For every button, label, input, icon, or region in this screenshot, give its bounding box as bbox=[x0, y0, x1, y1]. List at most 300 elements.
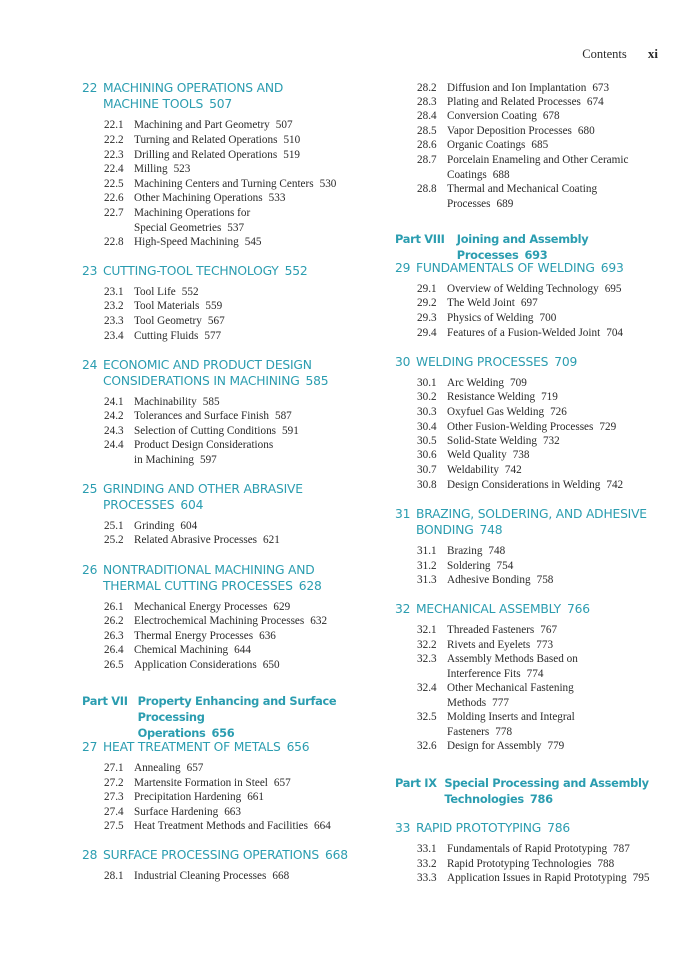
toc-section-entry bbox=[395, 296, 538, 311]
section-number: 25.2 bbox=[104, 534, 124, 546]
page-folio: xi bbox=[647, 46, 658, 61]
page-number: 787 bbox=[613, 843, 630, 855]
running-head bbox=[582, 46, 658, 62]
page-number: 585 bbox=[202, 396, 220, 408]
section-title: Tool Life 552 bbox=[134, 286, 199, 298]
toc-section-entry bbox=[82, 629, 276, 644]
section-number: 26.2 bbox=[104, 615, 124, 627]
section-title: Thermal and Mechanical Coating Processes 689 bbox=[447, 183, 598, 210]
page-number: 673 bbox=[592, 82, 610, 94]
section-number: 23.3 bbox=[104, 315, 124, 327]
section-title: Tool Geometry 567 bbox=[134, 315, 225, 327]
chapter-number: 25 bbox=[82, 482, 98, 496]
section-title: Drilling and Related Operations 519 bbox=[134, 149, 301, 161]
section-title: Design Considerations in Welding 742 bbox=[447, 479, 624, 491]
section-number: 22.1 bbox=[104, 119, 124, 131]
chapter-number: 33 bbox=[395, 821, 411, 835]
section-title: Rapid Prototyping Technologies 788 bbox=[447, 858, 615, 870]
page-number: 644 bbox=[234, 644, 251, 656]
toc-section-entry bbox=[395, 623, 557, 638]
chapter-title: MECHANICAL ASSEMBLY 766 bbox=[416, 602, 590, 616]
page-number: 754 bbox=[496, 560, 514, 572]
section-title: Precipitation Hardening 661 bbox=[134, 791, 264, 803]
section-number: 29.4 bbox=[417, 327, 437, 339]
section-title: Other Mechanical Fastening Methods 777 bbox=[447, 682, 574, 709]
section-number: 32.3 bbox=[417, 653, 437, 665]
section-title: Soldering 754 bbox=[447, 560, 514, 572]
toc-chapter-entry bbox=[82, 847, 348, 863]
section-title: Application Issues in Rapid Prototyping 795 bbox=[447, 872, 650, 884]
toc-section-entry bbox=[395, 478, 623, 493]
toc-section-entry bbox=[82, 600, 290, 615]
page-number: 507 bbox=[209, 97, 232, 111]
page-number: 668 bbox=[325, 848, 348, 862]
toc-chapter-entry bbox=[395, 820, 570, 836]
section-title: Tolerances and Surface Finish 587 bbox=[134, 410, 292, 422]
section-number: 30.7 bbox=[417, 464, 437, 476]
section-number: 28.6 bbox=[417, 139, 437, 151]
page-number: 597 bbox=[199, 453, 217, 466]
section-number: 28.4 bbox=[417, 110, 437, 122]
section-number: 26.5 bbox=[104, 659, 124, 671]
section-title: Arc Welding 709 bbox=[447, 377, 527, 389]
toc-section-entry bbox=[82, 761, 203, 776]
toc-section-entry bbox=[82, 790, 264, 805]
page-number: 587 bbox=[274, 410, 292, 422]
toc-section-entry bbox=[395, 434, 560, 449]
page-number: 552 bbox=[181, 286, 199, 298]
toc-chapter-entry bbox=[395, 354, 577, 370]
page-number: 628 bbox=[298, 579, 322, 593]
page-number: 636 bbox=[259, 630, 276, 642]
section-number: 31.2 bbox=[417, 560, 437, 572]
section-number: 22.5 bbox=[104, 178, 124, 190]
page-number: 519 bbox=[283, 149, 301, 161]
section-title: Electrochemical Machining Processes 632 bbox=[134, 615, 328, 627]
page-number: 742 bbox=[504, 464, 522, 476]
section-title: Milling 523 bbox=[134, 163, 191, 175]
toc-part-entry bbox=[395, 231, 665, 263]
section-number: 22.7 bbox=[104, 207, 124, 219]
section-number: 24.1 bbox=[104, 396, 124, 408]
section-title: Molding Inserts and Integral Fasteners 778 bbox=[447, 711, 575, 738]
page-number: 678 bbox=[542, 110, 560, 122]
section-number: 22.4 bbox=[104, 163, 124, 175]
section-title: Mechanical Energy Processes 629 bbox=[134, 601, 291, 613]
page-number: 693 bbox=[600, 261, 624, 275]
toc-section-entry bbox=[395, 559, 513, 574]
section-title: Oxyfuel Gas Welding 726 bbox=[447, 406, 567, 418]
page-number: 674 bbox=[586, 96, 604, 108]
page-number: 552 bbox=[284, 264, 308, 278]
toc-section-entry bbox=[82, 314, 225, 329]
page-number: 766 bbox=[566, 602, 590, 616]
page-number: 663 bbox=[224, 806, 241, 818]
toc-section-entry bbox=[395, 405, 567, 420]
chapter-number: 31 bbox=[395, 507, 411, 521]
toc-section-entry bbox=[395, 448, 529, 463]
page-number: 621 bbox=[263, 534, 280, 546]
page-number: 738 bbox=[512, 449, 530, 461]
toc-section-entry bbox=[395, 420, 616, 435]
page-number: 695 bbox=[604, 283, 622, 295]
page-number: 530 bbox=[319, 178, 337, 190]
page-number: 689 bbox=[496, 197, 514, 210]
toc-section-entry bbox=[395, 544, 505, 559]
page-number: 629 bbox=[273, 601, 291, 613]
page-number: 545 bbox=[244, 236, 262, 248]
section-title: Machining Operations for Special Geometries 537 bbox=[134, 207, 251, 234]
page-number: 591 bbox=[282, 425, 299, 437]
section-number: 28.7 bbox=[417, 154, 437, 166]
toc-section-entry bbox=[395, 124, 595, 139]
chapter-title: HEAT TREATMENT OF METALS 656 bbox=[103, 740, 310, 754]
section-title: Conversion Coating 678 bbox=[447, 110, 560, 122]
section-number: 27.1 bbox=[104, 762, 124, 774]
section-title: Resistance Welding 719 bbox=[447, 391, 558, 403]
toc-chapter-entry bbox=[82, 80, 283, 112]
toc-chapter-entry bbox=[82, 357, 328, 389]
section-number: 22.2 bbox=[104, 134, 124, 146]
part-number: Part VIII bbox=[395, 232, 445, 246]
toc-section-entry bbox=[82, 658, 280, 673]
page-number: 604 bbox=[180, 520, 198, 532]
toc-section-entry bbox=[82, 519, 197, 534]
section-number: 30.8 bbox=[417, 479, 437, 491]
toc-section-entry bbox=[395, 842, 630, 857]
section-title: Assembly Methods Based on Interference Fits 774 bbox=[447, 653, 578, 680]
page-number: 704 bbox=[606, 327, 623, 339]
section-number: 22.3 bbox=[104, 149, 124, 161]
toc-section-entry bbox=[82, 643, 251, 658]
toc-section-entry bbox=[395, 95, 604, 110]
part-number: Part IX bbox=[395, 776, 437, 790]
section-number: 32.1 bbox=[417, 624, 437, 636]
section-number: 28.1 bbox=[104, 870, 124, 882]
section-title: Overview of Welding Technology 695 bbox=[447, 283, 622, 295]
section-title: Features of a Fusion-Welded Joint 704 bbox=[447, 327, 623, 339]
page-number: 778 bbox=[495, 725, 513, 738]
section-title: Plating and Related Processes 674 bbox=[447, 96, 604, 108]
section-number: 27.4 bbox=[104, 806, 124, 818]
chapter-title: GRINDING AND OTHER ABRASIVE PROCESSES 604 bbox=[103, 482, 303, 512]
section-title: Product Design Considerations in Machining 597 bbox=[134, 439, 274, 466]
page-number: 767 bbox=[540, 624, 558, 636]
section-title: Industrial Cleaning Processes 668 bbox=[134, 870, 290, 882]
section-number: 30.6 bbox=[417, 449, 437, 461]
section-number: 30.3 bbox=[417, 406, 437, 418]
toc-section-entry bbox=[82, 235, 262, 250]
page-number: 688 bbox=[492, 168, 510, 181]
toc-section-entry bbox=[395, 739, 564, 754]
section-number: 26.3 bbox=[104, 630, 124, 642]
toc-section-entry bbox=[82, 133, 300, 148]
page-number: 788 bbox=[597, 858, 615, 870]
section-number: 29.1 bbox=[417, 283, 437, 295]
section-number: 27.3 bbox=[104, 791, 124, 803]
toc-section-entry bbox=[395, 652, 578, 681]
section-title: Rivets and Eyelets 773 bbox=[447, 639, 554, 651]
section-number: 32.6 bbox=[417, 740, 437, 752]
page-number: 577 bbox=[204, 330, 222, 342]
chapter-title: FUNDAMENTALS OF WELDING 693 bbox=[416, 261, 624, 275]
toc-section-entry bbox=[82, 424, 299, 439]
section-number: 29.3 bbox=[417, 312, 437, 324]
page-number: 632 bbox=[310, 615, 328, 627]
page-number: 656 bbox=[211, 726, 235, 740]
toc-section-entry bbox=[82, 329, 221, 344]
chapter-number: 23 bbox=[82, 264, 98, 278]
section-number: 24.2 bbox=[104, 410, 124, 422]
chapter-number: 28 bbox=[82, 848, 98, 862]
part-number: Part VII bbox=[82, 694, 128, 708]
toc-section-entry bbox=[395, 376, 527, 391]
page-number: 661 bbox=[247, 791, 264, 803]
toc-section-entry bbox=[82, 118, 293, 133]
page-number: 729 bbox=[599, 421, 617, 433]
page-number: 726 bbox=[550, 406, 567, 418]
toc-part-entry bbox=[395, 775, 649, 807]
toc-section-entry bbox=[82, 614, 327, 629]
section-title: Threaded Fasteners 767 bbox=[447, 624, 558, 636]
section-title: Selection of Cutting Conditions 591 bbox=[134, 425, 299, 437]
toc-section-entry bbox=[395, 81, 609, 96]
toc-chapter-entry bbox=[82, 481, 303, 513]
page-number: 656 bbox=[286, 740, 310, 754]
section-title: Porcelain Enameling and Other Ceramic Coatings 688 bbox=[447, 154, 629, 181]
part-title: Property Enhancing and Surface Processing Operations 656 bbox=[137, 694, 337, 740]
page-number: 680 bbox=[577, 125, 595, 137]
page-number: 697 bbox=[520, 297, 538, 309]
section-title: High-Speed Machining 545 bbox=[134, 236, 262, 248]
section-number: 25.1 bbox=[104, 520, 124, 532]
page-number: 657 bbox=[273, 777, 291, 789]
toc-section-entry bbox=[82, 869, 289, 884]
chapter-title: MACHINING OPERATIONS AND MACHINE TOOLS 507 bbox=[103, 81, 284, 111]
section-number: 23.1 bbox=[104, 286, 124, 298]
section-number: 28.8 bbox=[417, 183, 437, 195]
page-number: 742 bbox=[606, 479, 624, 491]
page-number: 774 bbox=[526, 667, 544, 680]
page-number: 748 bbox=[488, 545, 506, 557]
chapter-number: 30 bbox=[395, 355, 411, 369]
page-number: 668 bbox=[272, 870, 290, 882]
section-number: 32.5 bbox=[417, 711, 437, 723]
section-title: Weldability 742 bbox=[447, 464, 522, 476]
section-title: Physics of Welding 700 bbox=[447, 312, 557, 324]
toc-section-entry bbox=[82, 177, 336, 192]
chapter-number: 32 bbox=[395, 602, 411, 616]
toc-section-entry bbox=[82, 285, 199, 300]
toc-section-entry bbox=[82, 409, 292, 424]
toc-section-entry bbox=[395, 857, 614, 872]
running-head-title: Contents bbox=[582, 47, 627, 61]
toc-section-entry bbox=[395, 390, 558, 405]
toc-section-entry bbox=[395, 681, 574, 710]
chapter-number: 22 bbox=[82, 81, 98, 95]
page-number: 795 bbox=[632, 872, 650, 884]
section-number: 27.2 bbox=[104, 777, 124, 789]
section-title: Turning and Related Operations 510 bbox=[134, 134, 301, 146]
section-number: 26.1 bbox=[104, 601, 124, 613]
page-number: 786 bbox=[547, 821, 570, 835]
toc-section-entry bbox=[395, 871, 649, 886]
chapter-title: ECONOMIC AND PRODUCT DESIGN CONSIDERATIONS IN MACHINING 585 bbox=[103, 358, 329, 388]
page-number: 523 bbox=[173, 163, 191, 175]
page-number: 664 bbox=[314, 820, 331, 832]
page-number: 559 bbox=[205, 300, 223, 312]
section-title: Adhesive Bonding 758 bbox=[447, 574, 554, 586]
toc-section-entry bbox=[82, 148, 300, 163]
page-number: 604 bbox=[180, 498, 204, 512]
section-title: Brazing 748 bbox=[447, 545, 506, 557]
toc-section-entry bbox=[395, 638, 553, 653]
toc-section-entry bbox=[82, 776, 291, 791]
chapter-title: WELDING PROCESSES 709 bbox=[416, 355, 578, 369]
toc-section-entry bbox=[82, 438, 273, 467]
section-number: 24.4 bbox=[104, 439, 124, 451]
toc-chapter-entry bbox=[82, 739, 309, 755]
toc-chapter-entry bbox=[395, 506, 647, 538]
page-number: 786 bbox=[529, 792, 553, 806]
chapter-title: RAPID PROTOTYPING 786 bbox=[416, 821, 570, 835]
page-number: 758 bbox=[536, 574, 554, 586]
toc-section-entry bbox=[395, 182, 597, 211]
section-number: 28.5 bbox=[417, 125, 437, 137]
toc-section-entry bbox=[82, 206, 250, 235]
toc-section-entry bbox=[82, 819, 331, 834]
page-number: 537 bbox=[227, 221, 245, 234]
section-number: 28.2 bbox=[417, 82, 437, 94]
part-title: Joining and Assembly Processes 693 bbox=[456, 232, 589, 262]
toc-section-entry bbox=[82, 299, 222, 314]
section-title: Thermal Energy Processes 636 bbox=[134, 630, 276, 642]
section-number: 26.4 bbox=[104, 644, 124, 656]
toc-section-entry bbox=[395, 326, 623, 341]
page-number: 732 bbox=[542, 435, 560, 447]
chapter-title: BRAZING, SOLDERING, AND ADHESIVE BONDING 748 bbox=[416, 507, 647, 537]
toc-section-entry bbox=[395, 109, 560, 124]
section-title: Solid-State Welding 732 bbox=[447, 435, 560, 447]
section-number: 29.2 bbox=[417, 297, 437, 309]
page-number: 777 bbox=[492, 696, 509, 709]
page-number: 773 bbox=[536, 639, 554, 651]
toc-section-entry bbox=[395, 153, 628, 182]
section-title: Heat Treatment Methods and Facilities 664 bbox=[134, 820, 331, 832]
section-number: 32.4 bbox=[417, 682, 437, 694]
section-number: 28.3 bbox=[417, 96, 437, 108]
section-number: 33.1 bbox=[417, 843, 437, 855]
page-number: 567 bbox=[207, 315, 225, 327]
toc-chapter-entry bbox=[395, 601, 590, 617]
page-number: 650 bbox=[262, 659, 280, 671]
section-title: Design for Assembly 779 bbox=[447, 740, 565, 752]
section-title: Organic Coatings 685 bbox=[447, 139, 549, 151]
toc-section-entry bbox=[395, 710, 575, 739]
section-number: 24.3 bbox=[104, 425, 124, 437]
toc-section-entry bbox=[82, 805, 241, 820]
toc-part-entry bbox=[82, 693, 382, 741]
section-title: Vapor Deposition Processes 680 bbox=[447, 125, 595, 137]
page-number: 507 bbox=[275, 119, 293, 131]
section-title: Cutting Fluids 577 bbox=[134, 330, 222, 342]
toc-chapter-entry bbox=[395, 260, 624, 276]
toc-section-entry bbox=[395, 282, 621, 297]
section-title: Other Machining Operations 533 bbox=[134, 192, 286, 204]
section-title: The Weld Joint 697 bbox=[447, 297, 538, 309]
page-number: 700 bbox=[539, 312, 557, 324]
toc-section-entry bbox=[395, 138, 548, 153]
section-number: 23.2 bbox=[104, 300, 124, 312]
page-number: 685 bbox=[531, 139, 549, 151]
section-title: Annealing 657 bbox=[134, 762, 204, 774]
page-number: 748 bbox=[479, 523, 503, 537]
chapter-title: CUTTING-TOOL TECHNOLOGY 552 bbox=[103, 264, 308, 278]
section-title: Application Considerations 650 bbox=[134, 659, 280, 671]
section-title: Tool Materials 559 bbox=[134, 300, 223, 312]
section-number: 31.3 bbox=[417, 574, 437, 586]
section-title: Other Fusion-Welding Processes 729 bbox=[447, 421, 617, 433]
section-number: 30.2 bbox=[417, 391, 437, 403]
section-title: Chemical Machining 644 bbox=[134, 644, 251, 656]
section-number: 31.1 bbox=[417, 545, 437, 557]
section-number: 32.2 bbox=[417, 639, 437, 651]
section-number: 22.6 bbox=[104, 192, 124, 204]
chapter-number: 24 bbox=[82, 358, 98, 372]
chapter-number: 29 bbox=[395, 261, 411, 275]
toc-section-entry bbox=[82, 533, 280, 548]
section-title: Martensite Formation in Steel 657 bbox=[134, 777, 291, 789]
section-title: Related Abrasive Processes 621 bbox=[134, 534, 280, 546]
section-number: 27.5 bbox=[104, 820, 124, 832]
section-title: Fundamentals of Rapid Prototyping 787 bbox=[447, 843, 630, 855]
toc-section-entry bbox=[395, 463, 522, 478]
part-title: Special Processing and Assembly Technologies 786 bbox=[444, 776, 649, 806]
chapter-title: NONTRADITIONAL MACHINING AND THERMAL CUTTING PROCESSES 628 bbox=[103, 563, 322, 593]
section-number: 30.4 bbox=[417, 421, 437, 433]
page-number: 709 bbox=[510, 377, 527, 389]
toc-section-entry bbox=[395, 311, 556, 326]
chapter-number: 27 bbox=[82, 740, 98, 754]
section-title: Weld Quality 738 bbox=[447, 449, 530, 461]
section-title: Grinding 604 bbox=[134, 520, 198, 532]
page-number: 779 bbox=[547, 740, 565, 752]
chapter-title: SURFACE PROCESSING OPERATIONS 668 bbox=[103, 848, 348, 862]
section-number: 22.8 bbox=[104, 236, 124, 248]
toc-section-entry bbox=[82, 162, 190, 177]
page-number: 533 bbox=[268, 192, 286, 204]
chapter-number: 26 bbox=[82, 563, 98, 577]
section-number: 33.2 bbox=[417, 858, 437, 870]
section-number: 30.5 bbox=[417, 435, 437, 447]
page-number: 693 bbox=[524, 248, 548, 262]
toc-section-entry bbox=[82, 395, 220, 410]
section-title: Surface Hardening 663 bbox=[134, 806, 241, 818]
page-number: 510 bbox=[283, 134, 301, 146]
section-title: Machinability 585 bbox=[134, 396, 220, 408]
toc-chapter-entry bbox=[82, 263, 307, 279]
section-number: 23.4 bbox=[104, 330, 124, 342]
section-title: Diffusion and Ion Implantation 673 bbox=[447, 82, 610, 94]
toc-section-entry bbox=[82, 191, 285, 206]
section-number: 33.3 bbox=[417, 872, 437, 884]
page-number: 585 bbox=[305, 374, 329, 388]
toc-chapter-entry bbox=[82, 562, 322, 594]
section-title: Machining and Part Geometry 507 bbox=[134, 119, 293, 131]
toc-section-entry bbox=[395, 573, 553, 588]
section-number: 30.1 bbox=[417, 377, 437, 389]
page-number: 709 bbox=[554, 355, 578, 369]
